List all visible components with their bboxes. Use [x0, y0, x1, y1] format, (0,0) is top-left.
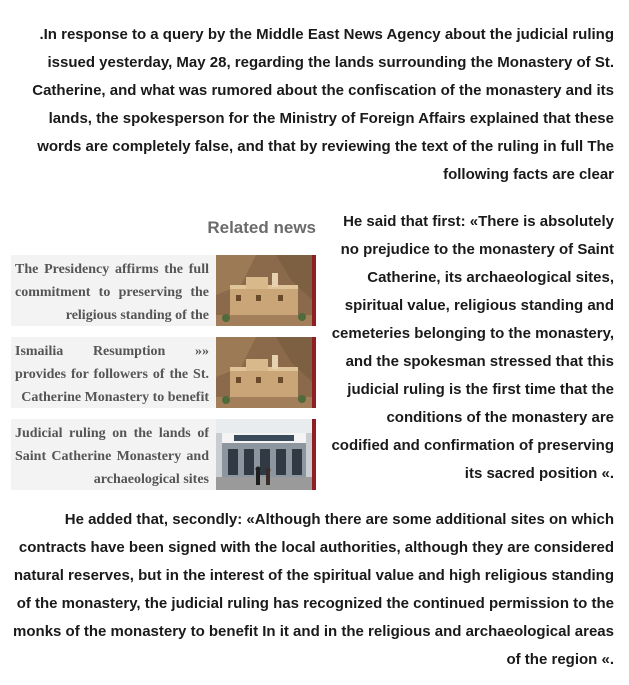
related-news-item[interactable]: [11, 255, 316, 326]
accent-bar: [312, 337, 316, 408]
article-paragraph-3: He added that, secondly: «Although there are some additional sites on which contracts have been signed with the local authorities, although they are considered natural reserves, but in the interest of the spiritual value and high religious standing of the monastery, the judicial ruling has recognized the continued permission to the monks of the monastery to benefit In it and in the religious and archaeological areas of the region «.: [13, 511, 614, 668]
related-news-title: Related news: [207, 218, 316, 237]
related-news-headline[interactable]: The Presidency affirms the full commitment to preserving the religious standing of the: [15, 262, 209, 323]
related-news-headline[interactable]: Judicial ruling on the lands of Saint Catherine Monastery and archaeological sites: [15, 426, 209, 487]
monastery-photo-icon[interactable]: [216, 337, 312, 408]
accent-bar: [312, 419, 316, 490]
related-news-headline[interactable]: Ismailia Resumption »» provides for followers of the St. Catherine Monastery to benefit: [15, 344, 209, 405]
article-paragraph-2: He said that first: «There is absolutely no prejudice to the monastery of Saint Catherine, its archaeological sites, spiritual value, religious standing and cemeteries belonging to the monastery, and the spokesman stressed that this judicial ruling is the first time that the conditions of the monastery are codified and confirmation of preserving its sacred position «.: [331, 213, 614, 482]
related-news-item[interactable]: [11, 419, 316, 490]
article-paragraph-1: .In response to a query by the Middle East News Agency about the judicial ruling issued yesterday, May 28, regarding the lands surrounding the Monastery of St. Catherine, and what was rumored about the confiscation of the monastery and its lands, the spokesperson for the Ministry of Foreign Affairs explained that these words are completely false, and that by reviewing the text of the ruling in full The following facts are clear: [32, 26, 614, 183]
accent-bar: [312, 255, 316, 326]
monastery-photo-icon[interactable]: [216, 255, 312, 326]
courthouse-photo-icon[interactable]: [216, 419, 312, 490]
related-news-item[interactable]: [11, 337, 316, 408]
